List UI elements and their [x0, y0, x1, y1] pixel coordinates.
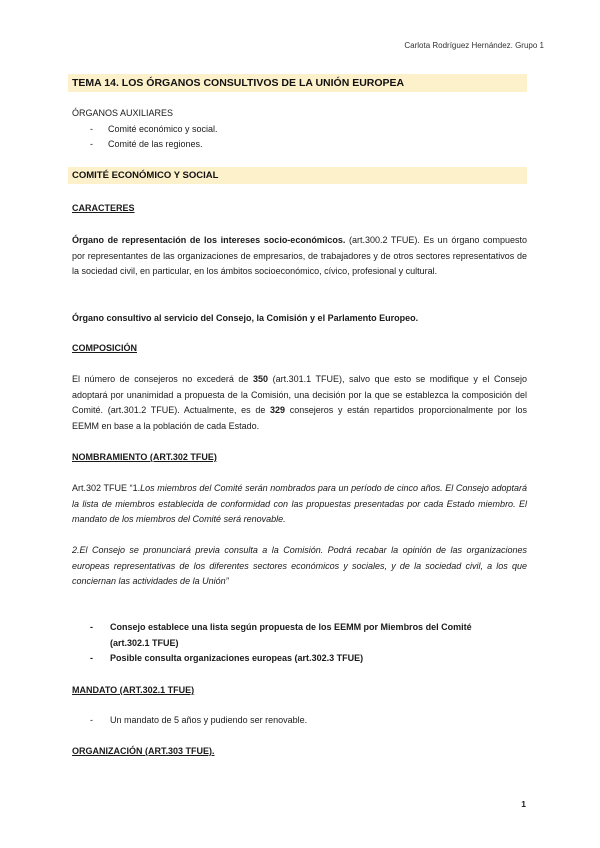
- quote-text: Los miembros del Comité serán nombrados para un período de cinco años. El Consejo adoptará la lista de miembros establecida de conformidad con las propuestas presentadas por cada Estado miembro. El mandato de los miembros del Comité será renovable.: [72, 483, 527, 524]
- list-item: - Un mandato de 5 años y pudiendo ser renovable.: [72, 713, 527, 729]
- nombramiento-quote-1: [72, 481, 527, 528]
- nombramiento-list: [72, 620, 527, 667]
- composicion-heading: COMPOSICIÓN: [72, 343, 138, 353]
- list-item: - Comité de las regiones.: [72, 137, 527, 153]
- composicion-paragraph: [72, 372, 527, 434]
- caracteres-paragraph-2: Órgano consultivo al servicio del Consejo, la Comisión y el Parlamento Europeo.: [72, 313, 419, 323]
- composicion-number-current: 329: [270, 405, 286, 415]
- list-item: - Comité económico y social.: [72, 122, 527, 138]
- list-item: - Consejo establece una lista según propuesta de los EEMM por Miembros del Comité (art.302.1 TFUE): [72, 620, 527, 651]
- organizacion-heading: ORGANIZACIÓN (ART.303 TFUE).: [72, 746, 215, 756]
- main-title: TEMA 14. LOS ÓRGANOS CONSULTIVOS DE LA UNIÓN EUROPEA: [68, 74, 527, 92]
- mandato-list: [72, 713, 527, 729]
- composicion-text: consejeros y están repartidos proporcionalmente por los EEMM en base a la población de cada Estado.: [72, 405, 527, 431]
- caracteres-bold-lead: Órgano de representación de los intereses socio-económicos.: [72, 235, 346, 245]
- nombramiento-quote-2: 2.El Consejo se pronunciará previa consulta a la Comisión. Podrá recabar la opinión de las organizaciones europeas representativas de los diferentes sectores económicos y sociales, y de la sociedad civil, a los que conciernan las actividades de la Unión”: [72, 545, 527, 586]
- page-number: 1: [521, 799, 526, 809]
- auxiliares-list: [72, 122, 527, 153]
- section-title: COMITÉ ECONÓMICO Y SOCIAL: [68, 167, 527, 184]
- composicion-text: El número de consejeros no excederá de: [72, 374, 253, 384]
- caracteres-paragraph-1: [72, 233, 527, 280]
- auxiliares-section: [72, 106, 527, 153]
- caracteres-text: (art.300.2 TFUE). Es un órgano compuesto por representantes de las organizaciones de empresarios, de trabajadores y de otros sectores representativos de la sociedad civil, en particular, en los ámbitos socioeconómico, cívico, profesional y cultural.: [72, 235, 527, 276]
- page-header-author: Carlota Rodríguez Hernández. Grupo 1: [404, 41, 544, 50]
- caracteres-heading: CARACTERES: [72, 203, 135, 213]
- auxiliares-heading: ÓRGANOS AUXILIARES: [72, 108, 174, 118]
- list-item: - Posible consulta organizaciones europeas (art.302.3 TFUE): [72, 651, 527, 667]
- composicion-text: (art.301.1 TFUE), salvo que esto se modifique y el Consejo adoptará por unanimidad a propuesta de la Comisión, una decisión por la que se establezca la composición del Comité. (art.301.2 TFUE). Actualmente, es de: [72, 374, 528, 415]
- nombramiento-heading: NOMBRAMIENTO (ART.302 TFUE): [72, 452, 217, 462]
- quote-lead: Art.302 TFUE “1.: [72, 483, 141, 493]
- composicion-number-max: 350: [252, 374, 269, 384]
- mandato-heading: MANDATO (ART.302.1 TFUE): [72, 685, 195, 695]
